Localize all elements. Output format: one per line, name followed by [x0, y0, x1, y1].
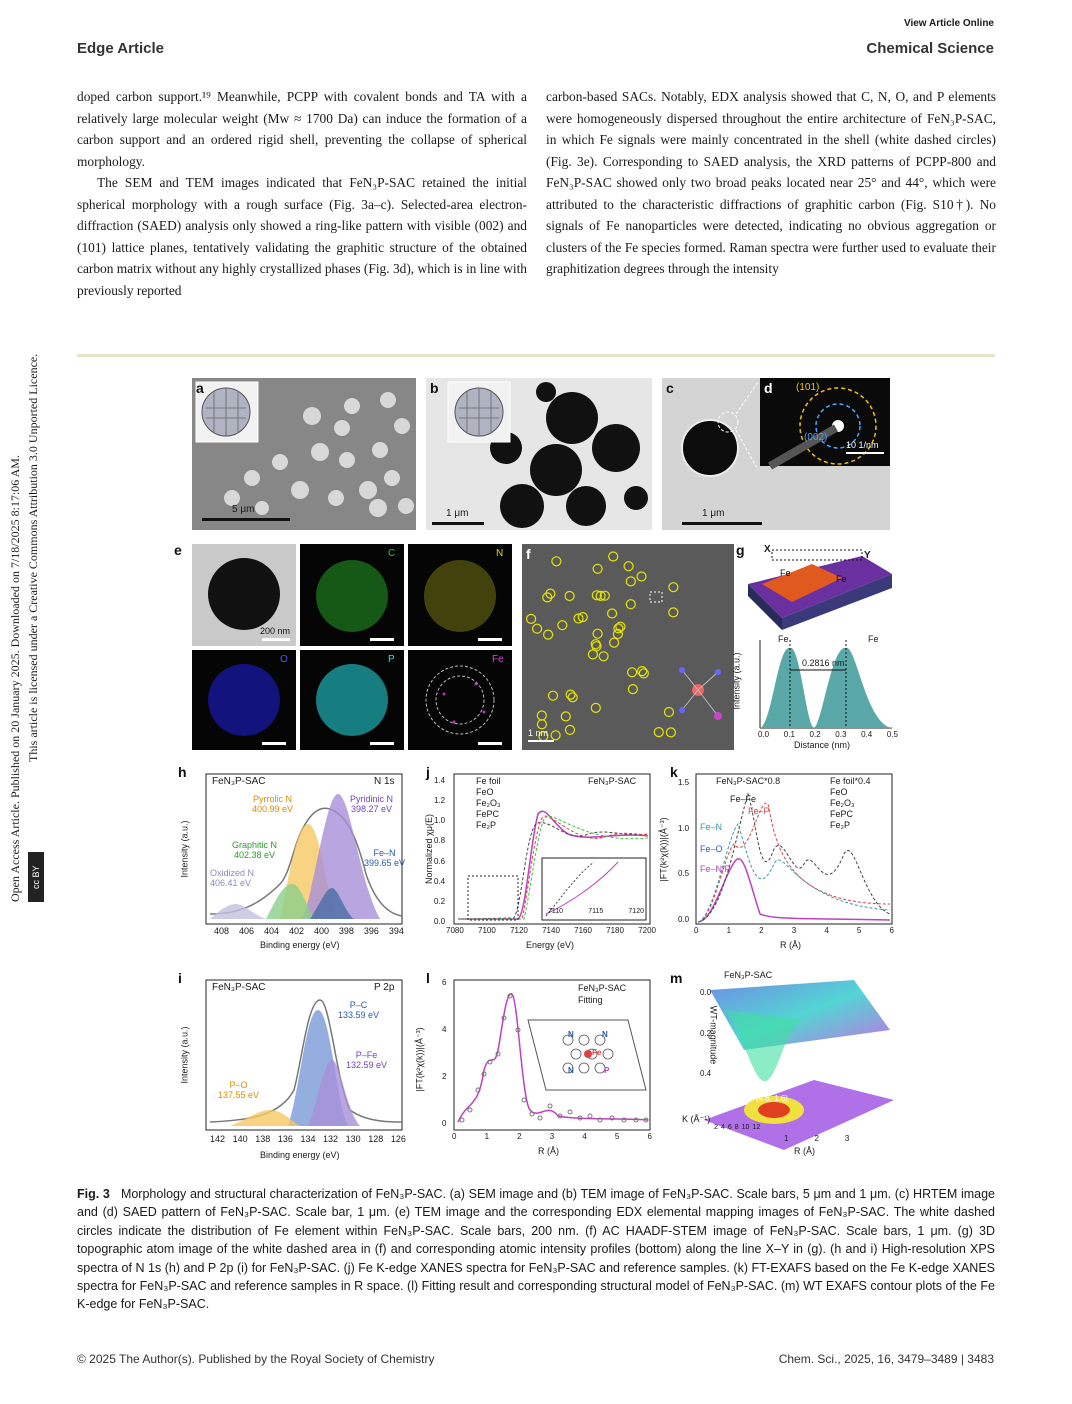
caption-text: Morphology and structural characterization of FeN₃P-SAC. (a) SEM image and (b) TEM image of FeN₃P-SAC. Scale bars, 5 μm and 1 μm. (c) HRTEM image and (d) SAED pattern of FeN₃P-SAC. Scale bar, 1 μm. (e) TEM image and the corresponding EDX elemental mapping images of FeN₃P-SAC. The white dashed circles indicate the distribution of Fe element within FeN₃P-SAC. Scale bars, 200 nm. (f) AC HAADF-STEM image of FeN₃P-SAC. Scale bars, 1 μm. (g) 3D topographic atom image of the white dashed area in (f) and corresponding atomic intensity profiles (bottom) along the line X–Y in (g). (h and i) High-resolution XPS spectra of N 1s (h) and P 2p (i) for FeN₃P-SAC. (j) Fe K-edge XANES spectra for FeN₃P-SAC and reference samples. (k) FT-EXAFS based on the Fe K-edge XANES spectra for FeN₃P-SAC and reference samples in R space. (l) Fitting result and corresponding structural model of FeN₃P-SAC. (m) WT EXAFS contour plots of the Fe K-edge for FeN₃P-SAC. — [77, 1187, 995, 1312]
edx-label-o: O — [280, 654, 288, 665]
y-axis-ticks: 0 2 4 6 — [442, 978, 447, 1128]
header-journal-name: Chemical Science — [866, 40, 994, 57]
tick-label: 0.4 — [861, 730, 873, 739]
x-axis-ticks: 7080 7100 7120 7140 7160 7180 7200 — [446, 926, 656, 935]
data-point — [588, 1114, 592, 1118]
sidebar-line-1: Open Access Article. Published on 20 January 2025. Downloaded on 7/18/2025 8:17:06 AM. — [8, 455, 22, 902]
k-axis-ticks: 2 4 6 8 10 12 — [714, 1124, 761, 1131]
fe-atom-label: Fe — [836, 574, 847, 584]
tick-label: 0.3 — [835, 730, 847, 739]
panel-label: a — [196, 380, 204, 396]
legend-entry: FePC — [476, 809, 500, 819]
legend-entry: Fe₂P — [830, 820, 850, 830]
sidebar-line-2[interactable]: This article is licensed under a Creative Commons Attribution 3.0 Unported Licence. — [26, 353, 40, 762]
open-access-sidebar — [4, 262, 46, 902]
r-axis-ticks: 1 2 3 — [784, 1134, 850, 1143]
x-axis-label: Binding energy (eV) — [260, 1150, 340, 1160]
panel-label: j — [426, 764, 430, 780]
panel-label: d — [764, 380, 773, 396]
view-article-online-link[interactable]: View Article Online — [903, 18, 994, 29]
x-axis-ticks: 0 1 2 3 4 5 6 — [452, 1132, 652, 1141]
fe-peak-label: Fe — [868, 634, 879, 644]
panel-label: i — [178, 970, 182, 986]
peak-label-oxidized: Oxidized N 406.41 eV — [210, 868, 255, 888]
edx-label-p: P — [388, 654, 395, 665]
panel-k-ft-exafs — [658, 764, 900, 960]
panel-label: f — [526, 546, 531, 562]
wt-peak-label: (4.6, 1.6) — [756, 1094, 789, 1103]
saed-ring-101: (101) — [796, 382, 820, 393]
edx-label-c: C — [388, 548, 396, 559]
y-axis-ticks: 0.0 0.5 1.0 1.5 — [678, 778, 690, 924]
data-point — [468, 1108, 472, 1112]
scale-bar-label: 1 μm — [702, 508, 725, 519]
profile-y-marker: Y — [864, 550, 871, 561]
legend-entry: Fitting — [578, 995, 603, 1005]
x-axis-label: R (Å) — [780, 940, 801, 950]
cc-by-badge[interactable]: cc BY — [28, 852, 44, 902]
x-axis-ticks: 0 1 2 3 4 5 6 — [694, 926, 894, 935]
legend-entry: Fe₂P — [476, 820, 496, 830]
chart-legend — [830, 776, 871, 831]
panel-label: l — [426, 970, 430, 986]
r-axis-label: R (Å) — [794, 1146, 815, 1156]
x-axis-ticks: 142 140 138 136 134 132 130 128 126 — [210, 1134, 406, 1144]
body-paragraph: The SEM and TEM images indicated that FeN₃P-SAC retained the initial spherical morphology with a rough surface (Fig. 3a–c). Selected-area electron-diffraction (SAED) analysis only showed a ring-like pattern with visible (002) and (101) lattice planes, tentatively validating the graphitic structure of the obtained carbon matrix without any highly crystallized phases (Fig. 3d), which is in line with previously reported — [77, 175, 527, 298]
fe-atom-label: Fe — [780, 568, 791, 578]
bond-marker: Fe–O — [700, 844, 723, 854]
legend-entry: FeN₃P-SAC — [578, 983, 627, 993]
chart-title: FeN₃P-SAC — [212, 776, 266, 787]
panel-h-xps-n1s — [170, 764, 410, 960]
z-axis-ticks: 0.0 0.2 0.4 — [700, 988, 712, 1078]
atom-label: N — [602, 1030, 608, 1039]
peak-label-pyrrolic: Pyrrolic N 400.99 eV — [252, 794, 294, 814]
legend-entry: Fe₂O₃ — [830, 798, 855, 808]
y-axis-label: Intensity (a.u.) — [179, 820, 190, 878]
chart-title: FeN₃P-SAC — [212, 982, 266, 993]
data-point — [548, 1104, 552, 1108]
panel-label: h — [178, 764, 187, 780]
chart-region: N 1s — [374, 776, 395, 787]
panel-a-sem-image — [192, 378, 416, 530]
body-column-left — [77, 86, 527, 301]
atom-label: N — [568, 1030, 574, 1039]
atom-label: N — [568, 1066, 574, 1075]
legend-entry: FeN₃P-SAC*0.8 — [716, 776, 781, 786]
y-axis-label: Intensity (a.u.) — [731, 652, 742, 710]
atom-label: P — [604, 1066, 610, 1075]
data-point — [568, 1110, 572, 1114]
panel-label: g — [736, 542, 745, 558]
panel-label: b — [430, 380, 439, 396]
chart-title: FeN₃P-SAC — [724, 970, 773, 980]
tick-label: 0.0 — [758, 730, 770, 739]
x-axis-ticks: 408 406 404 402 400 398 396 394 — [214, 926, 404, 936]
body-paragraph: carbon-based SACs. Notably, EDX analysis showed that C, N, O, and P elements were homogeneously dispersed throughout the entire architecture of FeN₃P-SAC, in which Fe signals were mainly concentrated in the shell (white dashed circles) (Fig. 3e). Corresponding to SAED analysis, the XRD patterns of PCPP-800 and FeN₃P-SAC showed only two broad peaks located near 25° and 44°, which were attributed to the characteristic diffractions of graphitic carbon (Fig. S10†). No signals of Fe nanoparticles were detected, indicating no obvious aggregation or clusters of the Fe species formed. Raman spectra were further used to evaluate their graphitization degrees through the intensity — [546, 89, 996, 276]
figure-separator — [77, 354, 995, 357]
peak-label-fe-n: Fe–N 399.65 eV — [364, 848, 406, 868]
tick-label: 0.1 — [783, 730, 795, 739]
figure-3 — [170, 372, 900, 1172]
y-axis-label: Intensity (a.u.) — [179, 1026, 190, 1084]
k-axis-label: K (Å⁻¹) — [682, 1114, 711, 1124]
x-axis-label: R (Å) — [538, 1146, 559, 1156]
panel-b-tem-image — [426, 378, 652, 530]
legend-entry: Fe foil — [476, 776, 501, 786]
tick-label: 0.2 — [809, 730, 821, 739]
x-axis-ticks — [758, 730, 898, 739]
data-point — [538, 1116, 542, 1120]
panel-label: m — [670, 970, 683, 986]
panel-d-saed-pattern — [760, 378, 890, 466]
footer-copyright: © 2025 The Author(s). Published by the Royal Society of Chemistry — [77, 1352, 435, 1366]
scale-bar-label: 10 1/nm — [846, 440, 879, 450]
y-axis-label: Normalized χμ(E) — [423, 814, 434, 884]
panel-label: k — [670, 764, 678, 780]
body-paragraph: doped carbon support.¹⁹ Meanwhile, PCPP with covalent bonds and TA with a relatively large molecular weight (Mw ≈ 1700 Da) can induce the formation of a carbon support and an ordered rigid shell, preventing the collapse of spherical morphology. — [77, 89, 527, 169]
legend-entry: FeN₃P-SAC — [588, 776, 637, 786]
panel-l-exafs-fitting — [414, 970, 658, 1170]
panel-label: e — [174, 542, 182, 558]
edx-label-n: N — [496, 548, 504, 559]
atom-label: Fe — [592, 1048, 602, 1057]
fe-peak-label: Fe — [778, 634, 789, 644]
bond-marker: Fe–N — [700, 822, 723, 832]
inset-x-ticks: 7110 7115 7120 — [548, 908, 644, 915]
x-axis-label: Distance (nm) — [794, 740, 851, 750]
legend-entry: Fe foil*0.4 — [830, 776, 871, 786]
legend-entry: FeO — [830, 787, 848, 797]
saed-ring-002: (002) — [804, 432, 828, 443]
panel-g-atom-profile — [731, 542, 898, 752]
panel-m-wt-contour — [664, 970, 900, 1170]
legend-entry: Fe₂O₃ — [476, 798, 501, 808]
bond-marker: Fe–Fe — [730, 794, 757, 804]
scale-bar-label: 1 μm — [446, 508, 469, 519]
x-axis-label: Binding energy (eV) — [260, 940, 340, 950]
header-article-type: Edge Article — [77, 40, 164, 57]
y-axis-label: |FT(k²χ(k))|(Å⁻³) — [414, 1027, 425, 1092]
peak-label-p-fe: P–Fe 132.59 eV — [346, 1050, 388, 1070]
chart-legend — [476, 776, 501, 831]
figure-caption — [77, 1185, 995, 1314]
profile-x-marker: X — [764, 544, 771, 555]
peak-label-p-o: P–O 137.55 eV — [218, 1080, 260, 1100]
panel-f-haadf-stem-image — [522, 544, 734, 750]
panel-i-xps-p2p — [170, 970, 410, 1170]
tick-label: 0.5 — [886, 730, 898, 739]
data-point — [522, 1098, 526, 1102]
scale-bar-label: 5 μm — [232, 504, 255, 515]
panel-label: c — [666, 380, 674, 396]
data-point — [460, 1118, 464, 1122]
legend-entry: FeO — [476, 787, 494, 797]
z-axis-label: WT-magnitude — [708, 1005, 719, 1065]
body-column-right — [546, 86, 996, 280]
legend-entry: FePC — [830, 809, 854, 819]
footer-citation: Chem. Sci., 2025, 16, 3479–3489 | 3483 — [778, 1352, 994, 1366]
y-axis-label: |FT(k²χ(k))|(Å⁻³) — [658, 817, 669, 882]
bond-marker: Fe–P — [748, 806, 770, 816]
chart-region: P 2p — [374, 982, 395, 993]
peak-label-pyridinic: Pyridinic N 398.27 eV — [350, 794, 394, 814]
scale-bar-label: 200 nm — [260, 626, 291, 636]
edx-label-fe: Fe — [492, 654, 504, 665]
caption-label: Fig. 3 — [77, 1187, 110, 1201]
peak-label-graphitic: Graphitic N 402.38 eV — [232, 840, 278, 860]
panel-j-xanes — [418, 764, 658, 960]
y-axis-ticks: 0.0 0.2 0.4 0.6 0.8 1.0 1.2 1.4 — [434, 776, 446, 926]
panel-e-edx-mapping — [174, 542, 514, 750]
interatomic-distance-label: 0.2816 nm — [802, 658, 845, 668]
x-axis-label: Energy (eV) — [526, 940, 575, 950]
chart-legend — [578, 982, 626, 1006]
bond-marker: Fe–N/P — [700, 864, 731, 874]
scale-bar-label: 1 nm — [528, 728, 549, 738]
peak-label-p-c: P–C 133.59 eV — [338, 1000, 380, 1020]
